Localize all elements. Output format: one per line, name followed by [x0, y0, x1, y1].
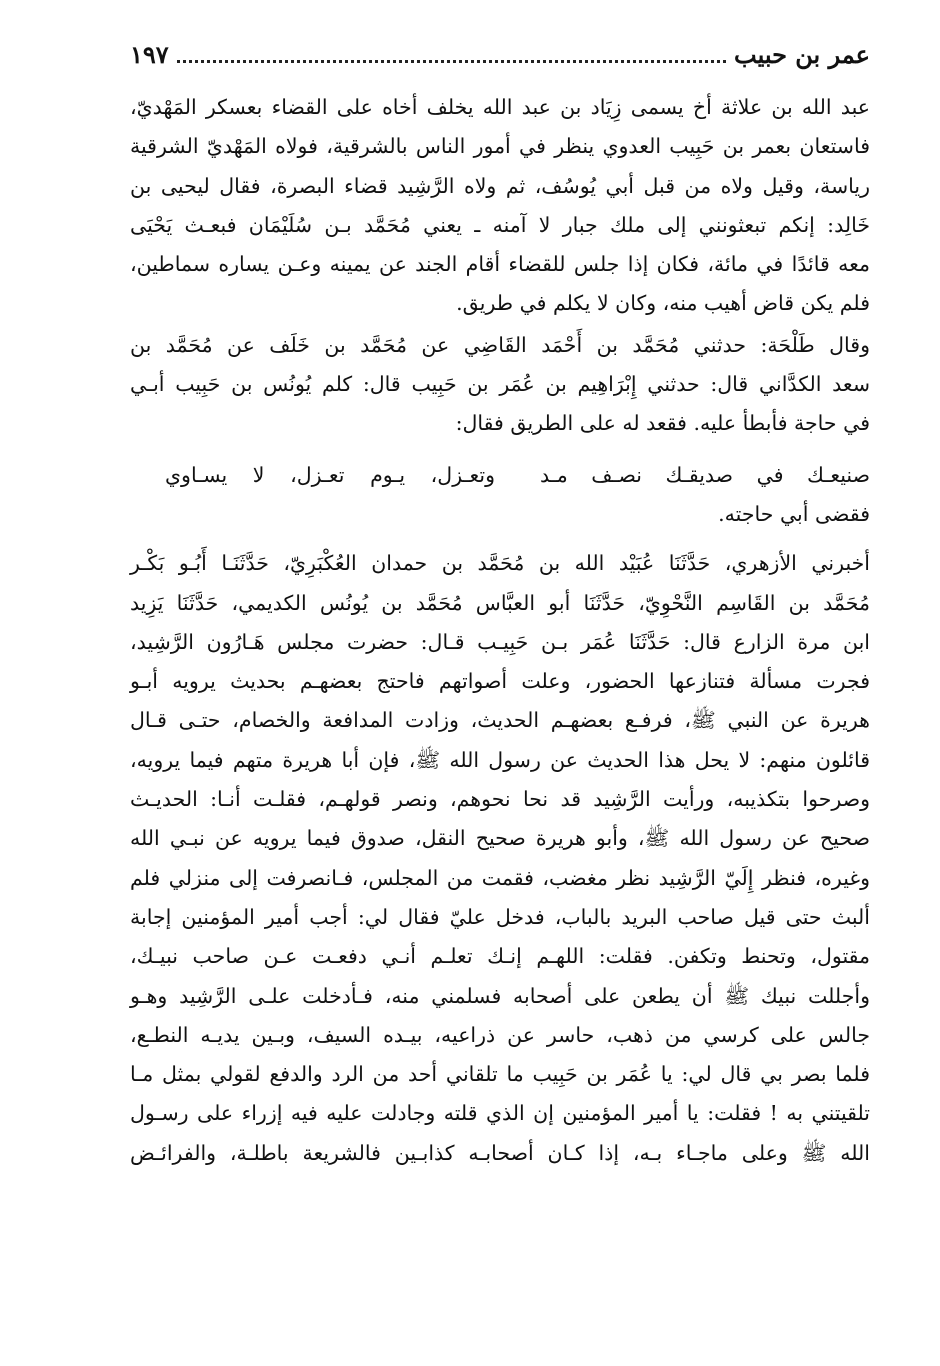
paragraph-1 — [130, 88, 870, 324]
text-line: جالس على كرسي من ذهب، حاسر عن ذراعيه، بيـده السيف، وبـين يديـه النطـع، — [130, 1022, 870, 1047]
text-line: فاستعان بعمر بن حَبِيب العدوي ينظر في أمور الناس بالشرقية، فولاه المَهْديّ الشرقية — [130, 134, 870, 159]
text-line: وأجللت نبيك ﷺ أن يطعن على أصحابه فسلمني منه، فـأدخلت علـى الرَّشِيد وهـو — [130, 983, 870, 1008]
text-line: سعد الكدَّاني قال: حدثني إِبْرَاهِيم بن عُمَر بن حَبِيب قال: كلم يُونُس بن حَبِيب أبـي — [130, 372, 870, 397]
page-header — [130, 40, 870, 86]
text-line: ألبث حتى قيل صاحب البريد بالباب، فدخل عليّ فقال لي: أجب أمير المؤمنين إجابة — [130, 904, 870, 929]
text-line: رياسة، وقيل ولاه من قبل أبي يُوسُف، ثم ولاه الرَّشِيد قضاء البصرة، فقال ليحيى بن — [130, 173, 870, 198]
text-line: مقتول، وتحنط وتكفن. فقلت: اللهـم إنـك تعلـم أنـي دفعـت عـن صاحب نبيـك، — [130, 944, 870, 969]
text-line: خَالِد: إنكم تبعثونني إلى ملك جبار لا آمنه ـ يعني مُحَمَّد بـن سُلَيْمَان فبعـث يَحْيَى — [130, 212, 870, 237]
poem-verse — [130, 456, 870, 495]
text-line: مُحَمَّد بن القَاسِم النَّحْوِيّ، حَدَّثَنَا أبو العبَّاس مُحَمَّد بن يُونُس الكديمي، حَدَّثَنَا يَزِيد — [130, 590, 870, 615]
poem-hemistich-left: وتعـزل، يـوم تعـزل، لا يسـاوي — [165, 462, 495, 487]
text-line: فلم يكن قاض أهيب منه، وكان لا يكلم في طريق. — [456, 291, 870, 316]
text-line: عبد الله بن علاثة أخ يسمى زِيَاد بن عبد الله يخلف أخاه على القضاء بعسكر المَهْديّ، — [130, 95, 870, 119]
text-line: ابن مرة الزارع قال: حَدَّثَنَا عُمَر بـن حَبِيـب قـال: حضرت مجلس هَـارُون الرَّشِيد، — [130, 629, 870, 654]
text-line: أخبرني الأزهري، حَدَّثَنَا عُبَيْد الله بن مُحَمَّد بن حمدان العُكْبَرِيّ، حَدَّثَنَـا أَبُـو بَكْـر — [130, 551, 870, 576]
text-line: وقال طَلْحَة: حدثني مُحَمَّد بن أَحْمَد القَاضِي عن مُحَمَّد بن خَلَف عن مُحَمَّد بن — [130, 332, 870, 357]
poem-hemistich-right: صنيعـك في صديقـك نصـف مـد — [540, 462, 870, 487]
paragraph-3 — [130, 495, 870, 534]
text-line: هريرة عن النبي ﷺ، فرفـع بعضهـم الحديث، وزادت المدافعة والخصام، حتـى قـال — [130, 708, 870, 733]
text-line: فقضى أبي حاجته. — [718, 501, 870, 526]
text-line: الله ﷺ وعلى ماجـاء بـه، إذا كـان أصحابـه كذابـين فالشريعة باطلـة، والفرائـض — [130, 1140, 870, 1165]
text-line: وصرحوا بتكذيبه، ورأيت الرَّشِيد قد نحا نحوهم، ونصر قولهـم، فقلـت أنـا: الحديـث — [130, 787, 870, 812]
book-page — [130, 40, 870, 1340]
paragraph-2 — [130, 326, 870, 444]
running-title: عمر بن حبيب — [734, 40, 870, 69]
text-line: فلما بصر بي قال لي: يا عُمَر بن حَبِيب ما تلقاني أحد من الرد والدفع لقولي بمثل مـا — [130, 1062, 870, 1087]
text-line: معه قائدًا في مائة، فكان إذا جلس للقضاء أقام الجند عن يمينه وعـن يساره سماطين، — [130, 252, 870, 277]
text-line: قائلون منهم: لا يحل هذا الحديث عن رسول الله ﷺ، فإن أبا هريرة متهم فيما يرويه، — [130, 747, 870, 772]
text-line: فجرت مسألة فتنازعها الحضور، وعلت أصواتهم فاحتج بعضهـم بحديث يرويه أبـو — [130, 669, 870, 694]
paragraph-4 — [130, 544, 870, 1173]
text-line: في حاجة فأبطأ عليه. فقعد له على الطريق فقال: — [455, 411, 870, 436]
dotted-leader — [177, 59, 726, 63]
text-line: وغيره، فنظر إِلَيّ الرَّشِيد نظر مغضب، فقمت من المجلس، فـانصرفت إلى منزلي فلم — [130, 865, 870, 890]
text-line: صحيح عن رسول الله ﷺ، وأبو هريرة صحيح النقل، صدوق فيما يرويه عن نبـي الله — [130, 826, 870, 851]
page-number: ١٩٧ — [130, 40, 169, 69]
text-line: تلقيتني به ! فقلت: يا أمير المؤمنين إن الذي قلته وجادلت عليه فيه إزراء على رسـول — [130, 1101, 870, 1126]
